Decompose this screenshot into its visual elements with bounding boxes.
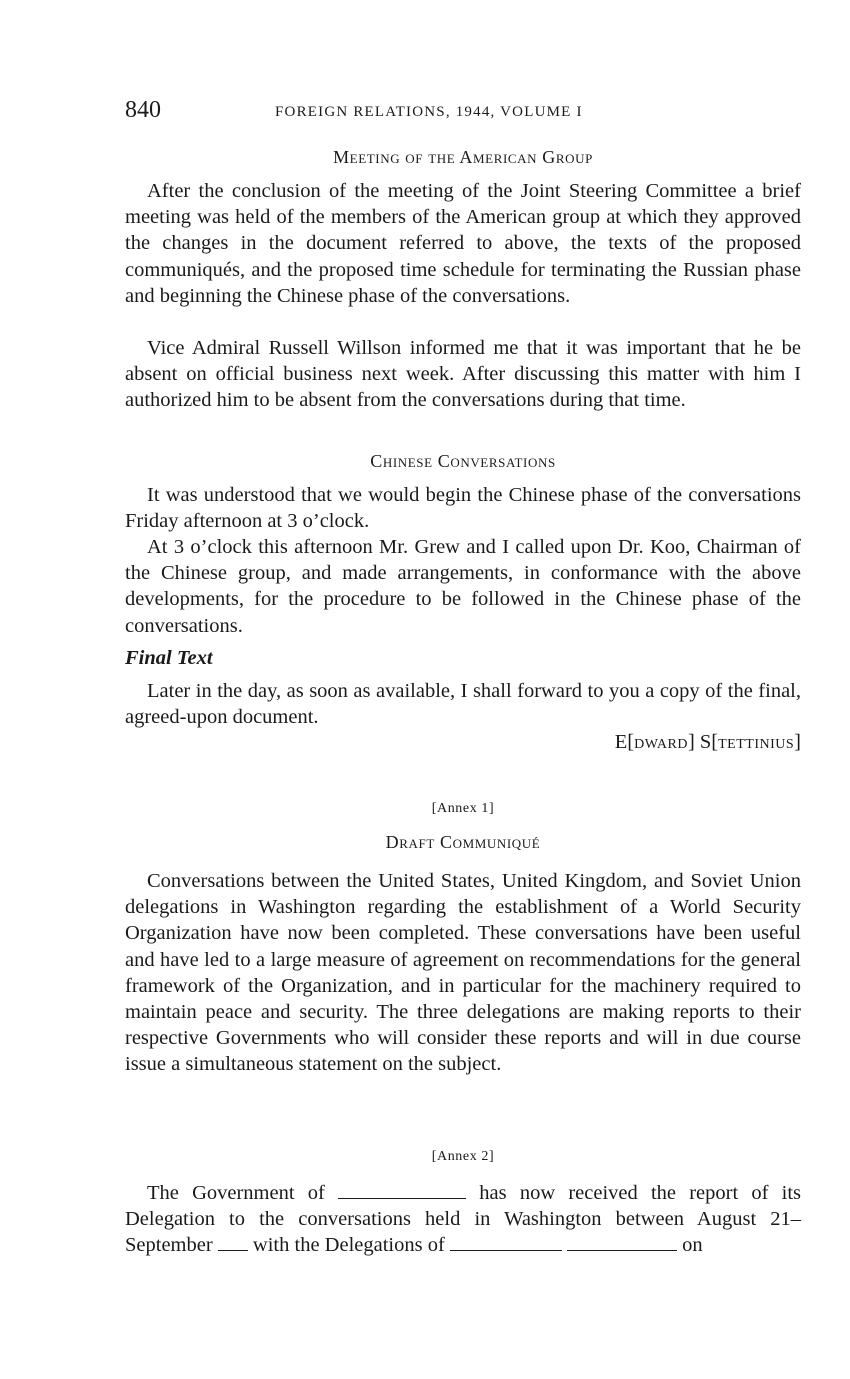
annex-1-title: Draft Communiqué — [385, 832, 541, 852]
paragraph-chinese-2: At 3 o’clock this afternoon Mr. Grew and I called upon Dr. Koo, Chairman of the Chinese group, and made arrangements, in conformance with the above developments, for the procedure to be followed in the Chinese phase of the conversations. — [125, 536, 801, 637]
paragraph-american-group-2: Vice Admiral Russell Willson informed me that it was important that he be absent on official business next week. After discussing this matter with him I authorized him to be absent from the conversations during that time. — [125, 337, 801, 412]
signature-initial-2: S — [699, 731, 712, 753]
signature-name-1: dward — [634, 731, 688, 753]
blank-government — [338, 1198, 466, 1199]
paragraph-american-group-1: After the conclusion of the meeting of the Joint Steering Committee a brief meeting was held of the members of the American group at which they approved the changes in the document referred to above, the texts of the proposed communiqués, and the proposed time schedule for terminating the Russian phase and beginning the Chinese phase of the conversations. — [125, 180, 801, 307]
annex-2-text-1: The Government of — [147, 1182, 325, 1204]
page-number: 840 — [125, 97, 161, 123]
running-title: FOREIGN RELATIONS, 1944, VOLUME I — [275, 104, 583, 120]
heading-american-group: Meeting of the American Group — [333, 147, 593, 167]
signature: E[dward] S[tettinius] — [614, 731, 801, 753]
annex-2-paragraph — [125, 1180, 801, 1259]
blank-delegation-1 — [450, 1250, 562, 1251]
annex-1-paragraph: Conversations between the United States, United Kingdom, and Soviet Union delegations in Washington regarding the establishment of a World Security Organization have now been completed. These conversations have been useful and have led to a large measure of agreement on recommendations for the general framework of the Organization, and in particular for the machinery required to maintain peace and security. The three delegations are making reports to their respective Governments who will consider these reports and will in due course issue a simultaneous statement on the subject. — [125, 870, 801, 1076]
signature-name-2: tettinius — [718, 731, 795, 753]
blank-delegation-2 — [567, 1250, 677, 1251]
paragraph-chinese-1: It was understood that we would begin the Chinese phase of the conversations Friday afternoon at 3 o’clock. — [125, 484, 801, 533]
annex-2-text-4: on — [682, 1234, 703, 1257]
signature-initial-1: E — [614, 731, 628, 753]
annex-2-text-2: has now received the report of its Delegation to the conversations held in Washington between August 21–September — [125, 1182, 802, 1257]
heading-final-text: Final Text — [125, 647, 213, 669]
running-header — [125, 97, 801, 127]
paragraph-final-text: Later in the day, as soon as available, I shall forward to you a copy of the final, agreed-upon document. — [125, 680, 801, 729]
heading-chinese-conversations: Chinese Conversations — [370, 451, 556, 471]
annex-2-label: [Annex 2] — [431, 1149, 495, 1164]
annex-2-text-3: with the Delegations of — [252, 1234, 445, 1257]
blank-end-date — [218, 1250, 248, 1251]
annex-1-label: [Annex 1] — [431, 801, 495, 816]
